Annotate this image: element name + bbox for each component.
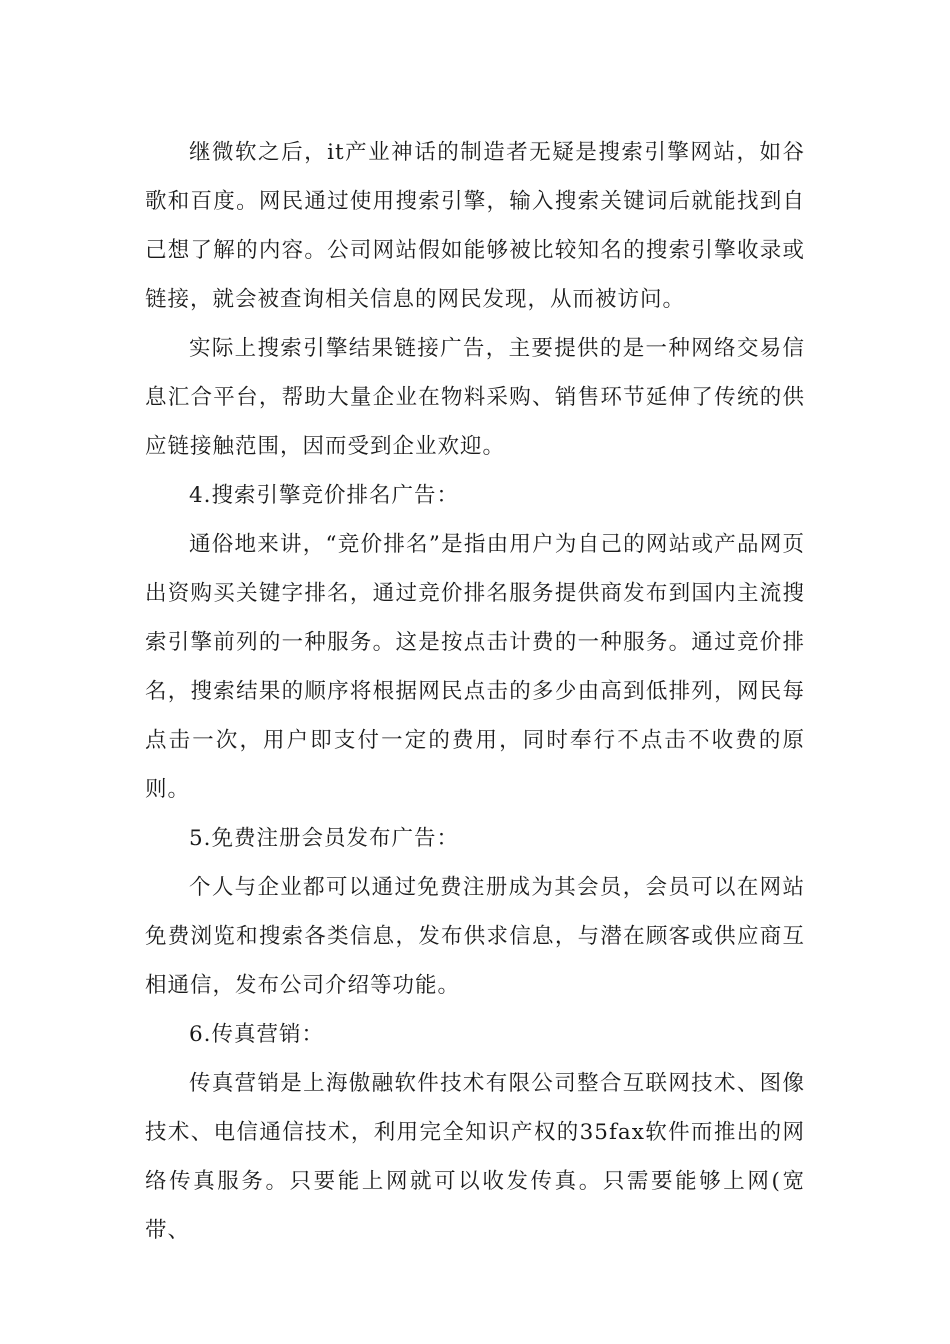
paragraph-bidding-ranking: 通俗地来讲，“竞价排名”是指由用户为自己的网站或产品网页出资购买关键字排名，通过竞价排名服务提供商发布到国内主流搜索引擎前列的一种服务。这是按点击计费的一种服务。通过竞价排名，搜索结果的顺序将根据网民点击的多少由高到低排列，网民每点击一次，用户即支付一定的费用，同时奉行不点击不收费的原则。 — [145, 532, 805, 802]
heading-fax-marketing: 6.传真营销： — [189, 1022, 325, 1047]
document-page — [145, 128, 805, 1255]
paragraph-search-engine-intro: 继微软之后，it产业神话的制造者无疑是搜索引擎网站，如谷歌和百度。网民通过使用搜索引擎，输入搜索关键词后就能找到自己想了解的内容。公司网站假如能够被比较知名的搜索引擎收录或链接，就会被查询相关信息的网民发现，从而被访问。 — [145, 140, 805, 312]
paragraph-link-ads: 实际上搜索引擎结果链接广告，主要提供的是一种网络交易信息汇合平台，帮助大量企业在物料采购、销售环节延伸了传统的供应链接触范围，因而受到企业欢迎。 — [145, 336, 805, 459]
paragraph-fax-marketing: 传真营销是上海傲融软件技术有限公司整合互联网技术、图像技术、电信通信技术，利用完全知识产权的35fax软件而推出的网络传真服务。只要能上网就可以收发传真。只需要能够上网(宽带、 — [145, 1071, 805, 1243]
heading-bidding-ads: 4.搜索引擎竞价排名广告： — [189, 483, 460, 508]
heading-free-member-ads: 5.免费注册会员发布广告： — [189, 826, 460, 851]
paragraph-free-member: 个人与企业都可以通过免费注册成为其会员，会员可以在网站免费浏览和搜索各类信息，发布供求信息，与潜在顾客或供应商互相通信，发布公司介绍等功能。 — [145, 875, 805, 998]
